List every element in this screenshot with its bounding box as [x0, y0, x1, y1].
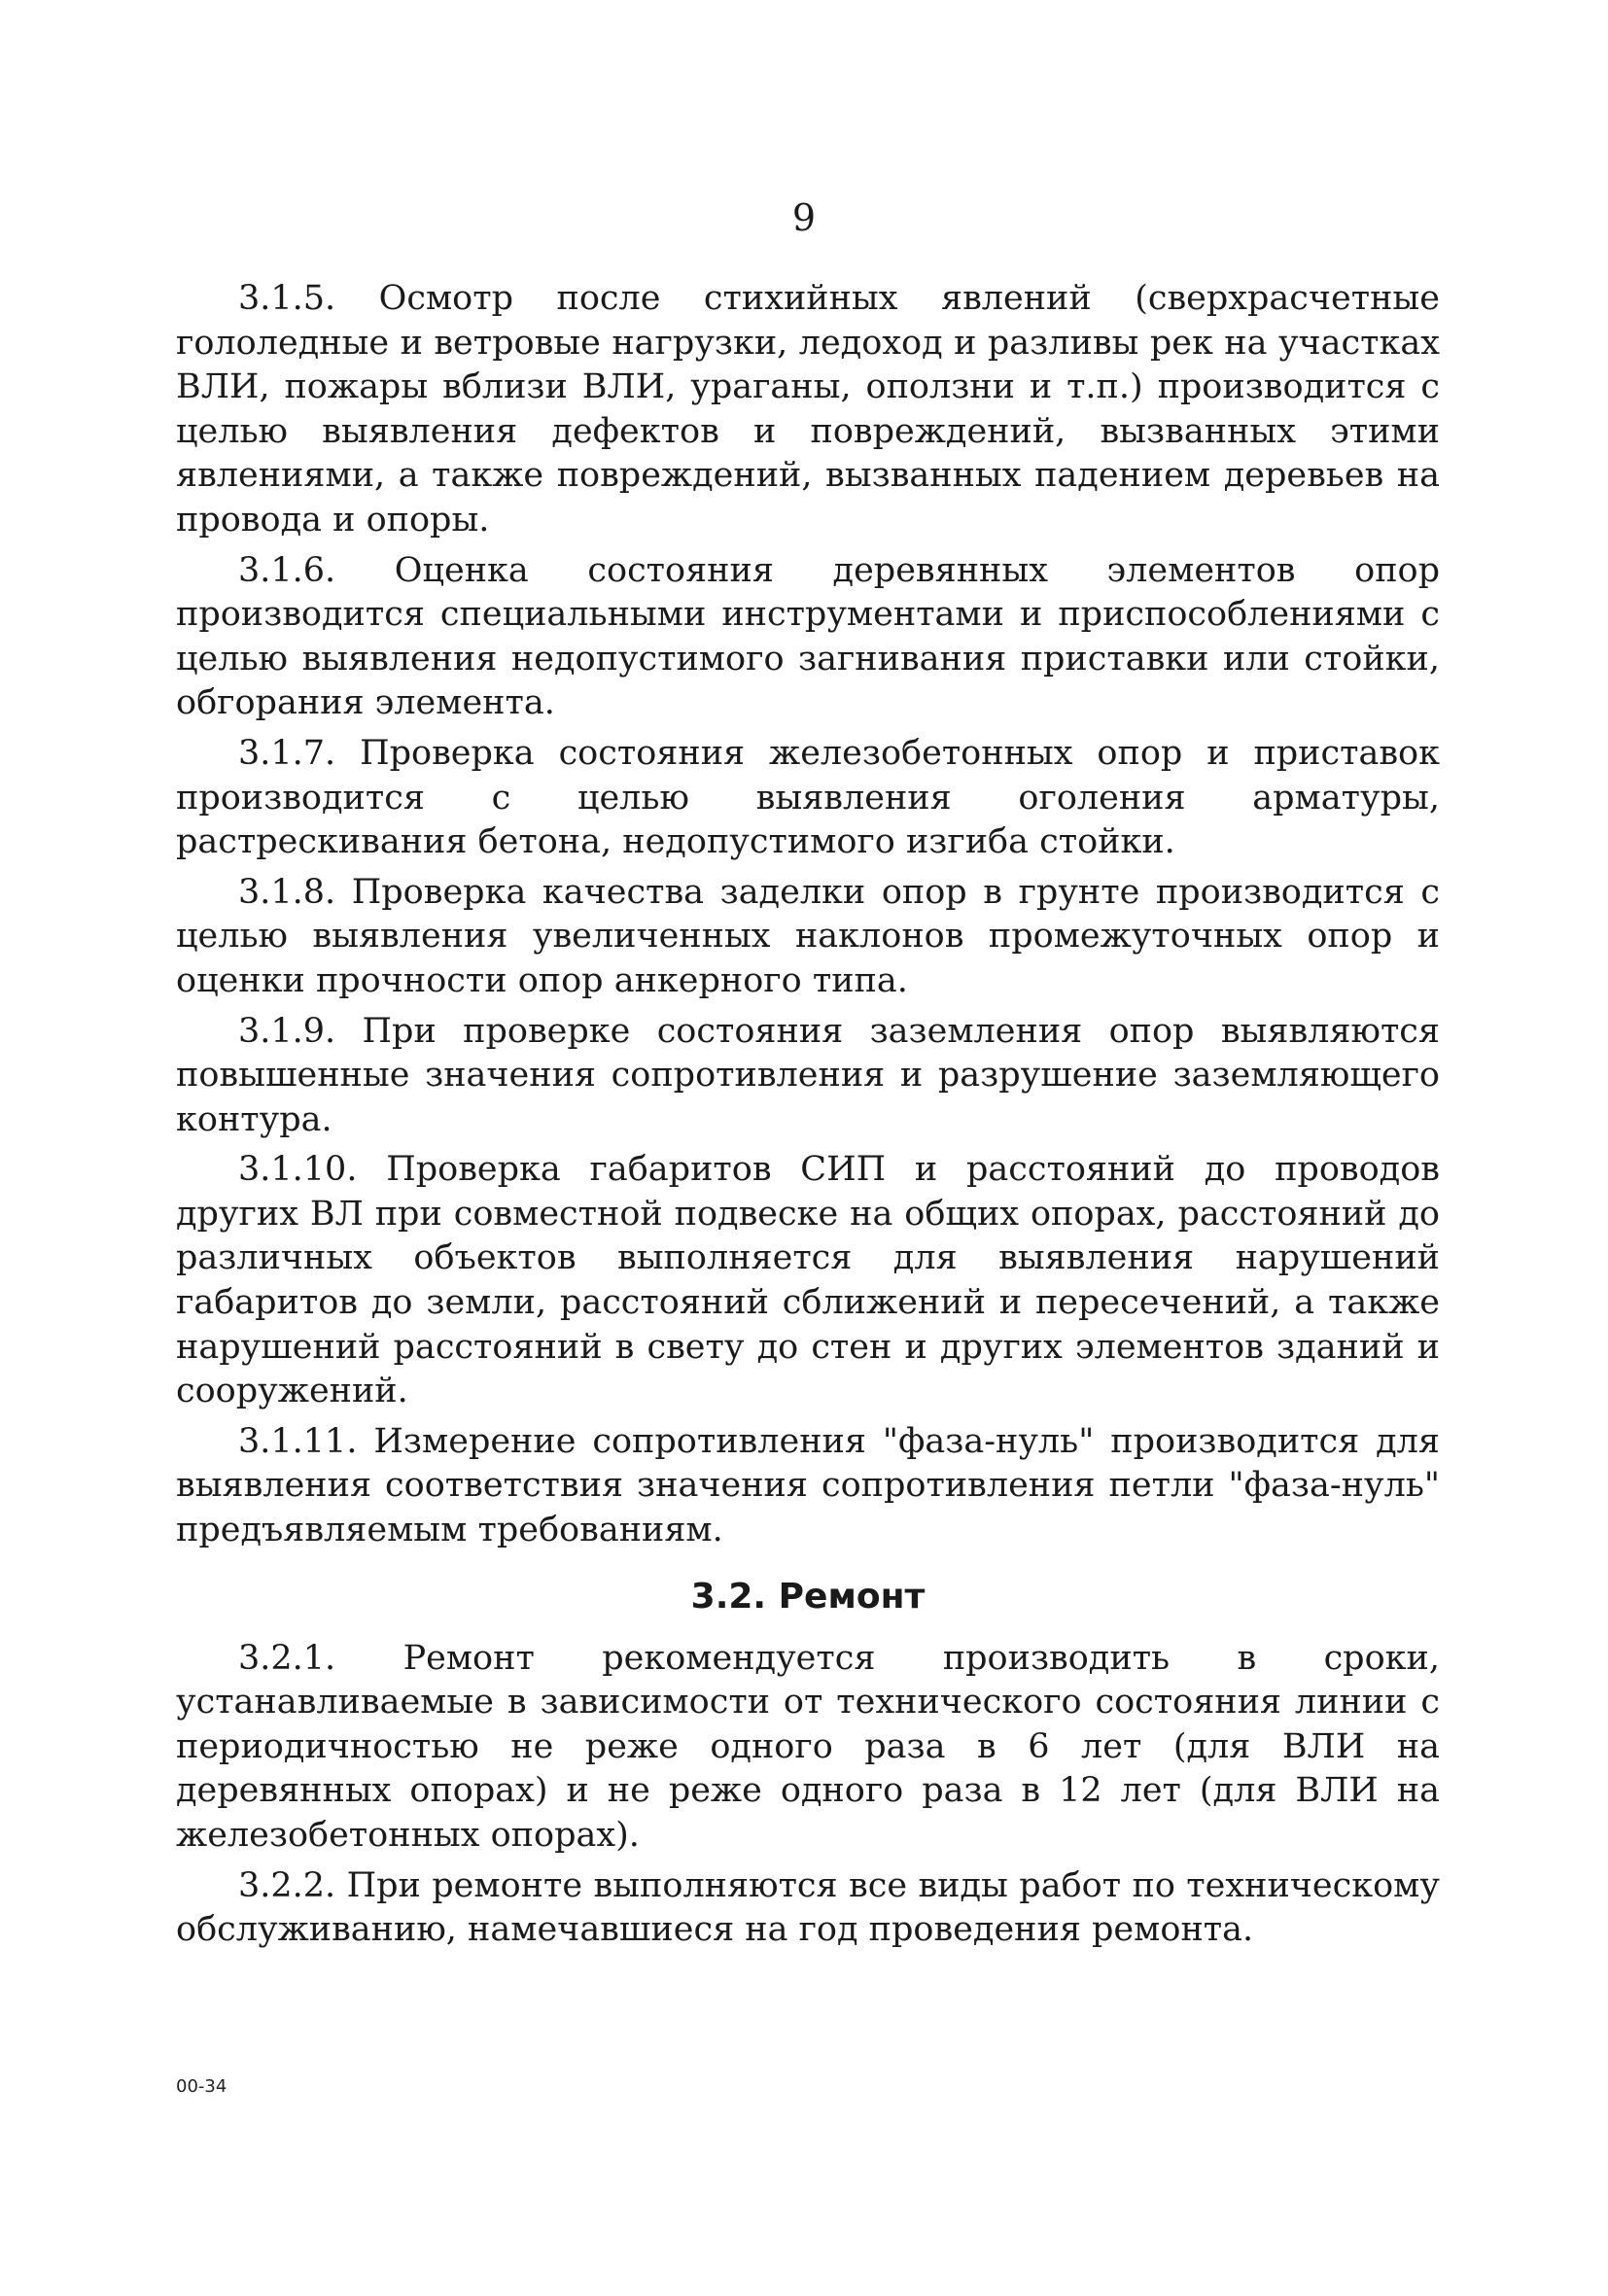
paragraph-3-1-8: 3.1.8. Проверка качества заделки опор в грунте производится с целью выявления увеличенных наклонов промежуточных опор и оценки прочности опор анкерного типа. — [176, 872, 1440, 1000]
page-number: 9 — [791, 196, 817, 239]
paragraph-3-1-11: 3.1.11. Измерение сопротивления "фаза-нуль" производится для выявления соответствия значения сопротивления петли "фаза-нуль" предъявляемым требованиям. — [176, 1421, 1440, 1550]
paragraph-3-1-9: 3.1.9. При проверке состояния заземления опор выявляются повышенные значения сопротивления и разрушение заземляющего контура. — [176, 1011, 1440, 1139]
paragraph-3-2-2: 3.2.2. При ремонте выполняются все виды работ по техническому обслуживанию, намечавшиеся на год проведения ремонта. — [176, 1865, 1440, 1950]
section-heading-repair: 3.2. Ремонт — [690, 1576, 926, 1617]
paragraph-3-2-1: 3.2.1. Ремонт рекомендуется производить в сроки, устанавливаемые в зависимости от технического состояния линии с периодичностью не реже одного раза в 6 лет (для ВЛИ на деревянных опорах) и не реже одного раза в 12 лет (для ВЛИ на железобетонных опорах). — [176, 1638, 1440, 1855]
paragraph-3-1-6: 3.1.6. Оценка состояния деревянных элементов опор производится специальными инструментами и приспособлениями с целью выявления недопустимого загнивания приставки или стойки, обгорания элемента. — [176, 550, 1440, 723]
paragraph-3-1-5: 3.1.5. Осмотр после стихийных явлений (сверхрасчетные гололедные и ветровые нагрузки, ледоход и разливы рек на участках ВЛИ, пожары вблизи ВЛИ, ураганы, оползни и т.п.) производится с целью выявления дефектов и повреждений, вызванных этими явлениями, а также повреждений, вызванных падением деревьев на провода и опоры. — [176, 279, 1440, 539]
paragraph-3-1-10: 3.1.10. Проверка габаритов СИП и расстояний до проводов других ВЛ при совместной подвеске на общих опорах, расстояний до различных объектов выполняется для выявления нарушений габаритов до земли, расстояний сближений и пересечений, а также нарушений расстояний в свету до стен и других элементов зданий и сооружений. — [176, 1150, 1440, 1411]
document-body — [176, 277, 1440, 1959]
footer-code: 00-34 — [176, 2076, 227, 2097]
paragraph-3-1-7: 3.1.7. Проверка состояния железобетонных опор и приставок производится с целью выявления оголения арматуры, растрескивания бетона, недопустимого изгиба стойки. — [176, 733, 1440, 862]
